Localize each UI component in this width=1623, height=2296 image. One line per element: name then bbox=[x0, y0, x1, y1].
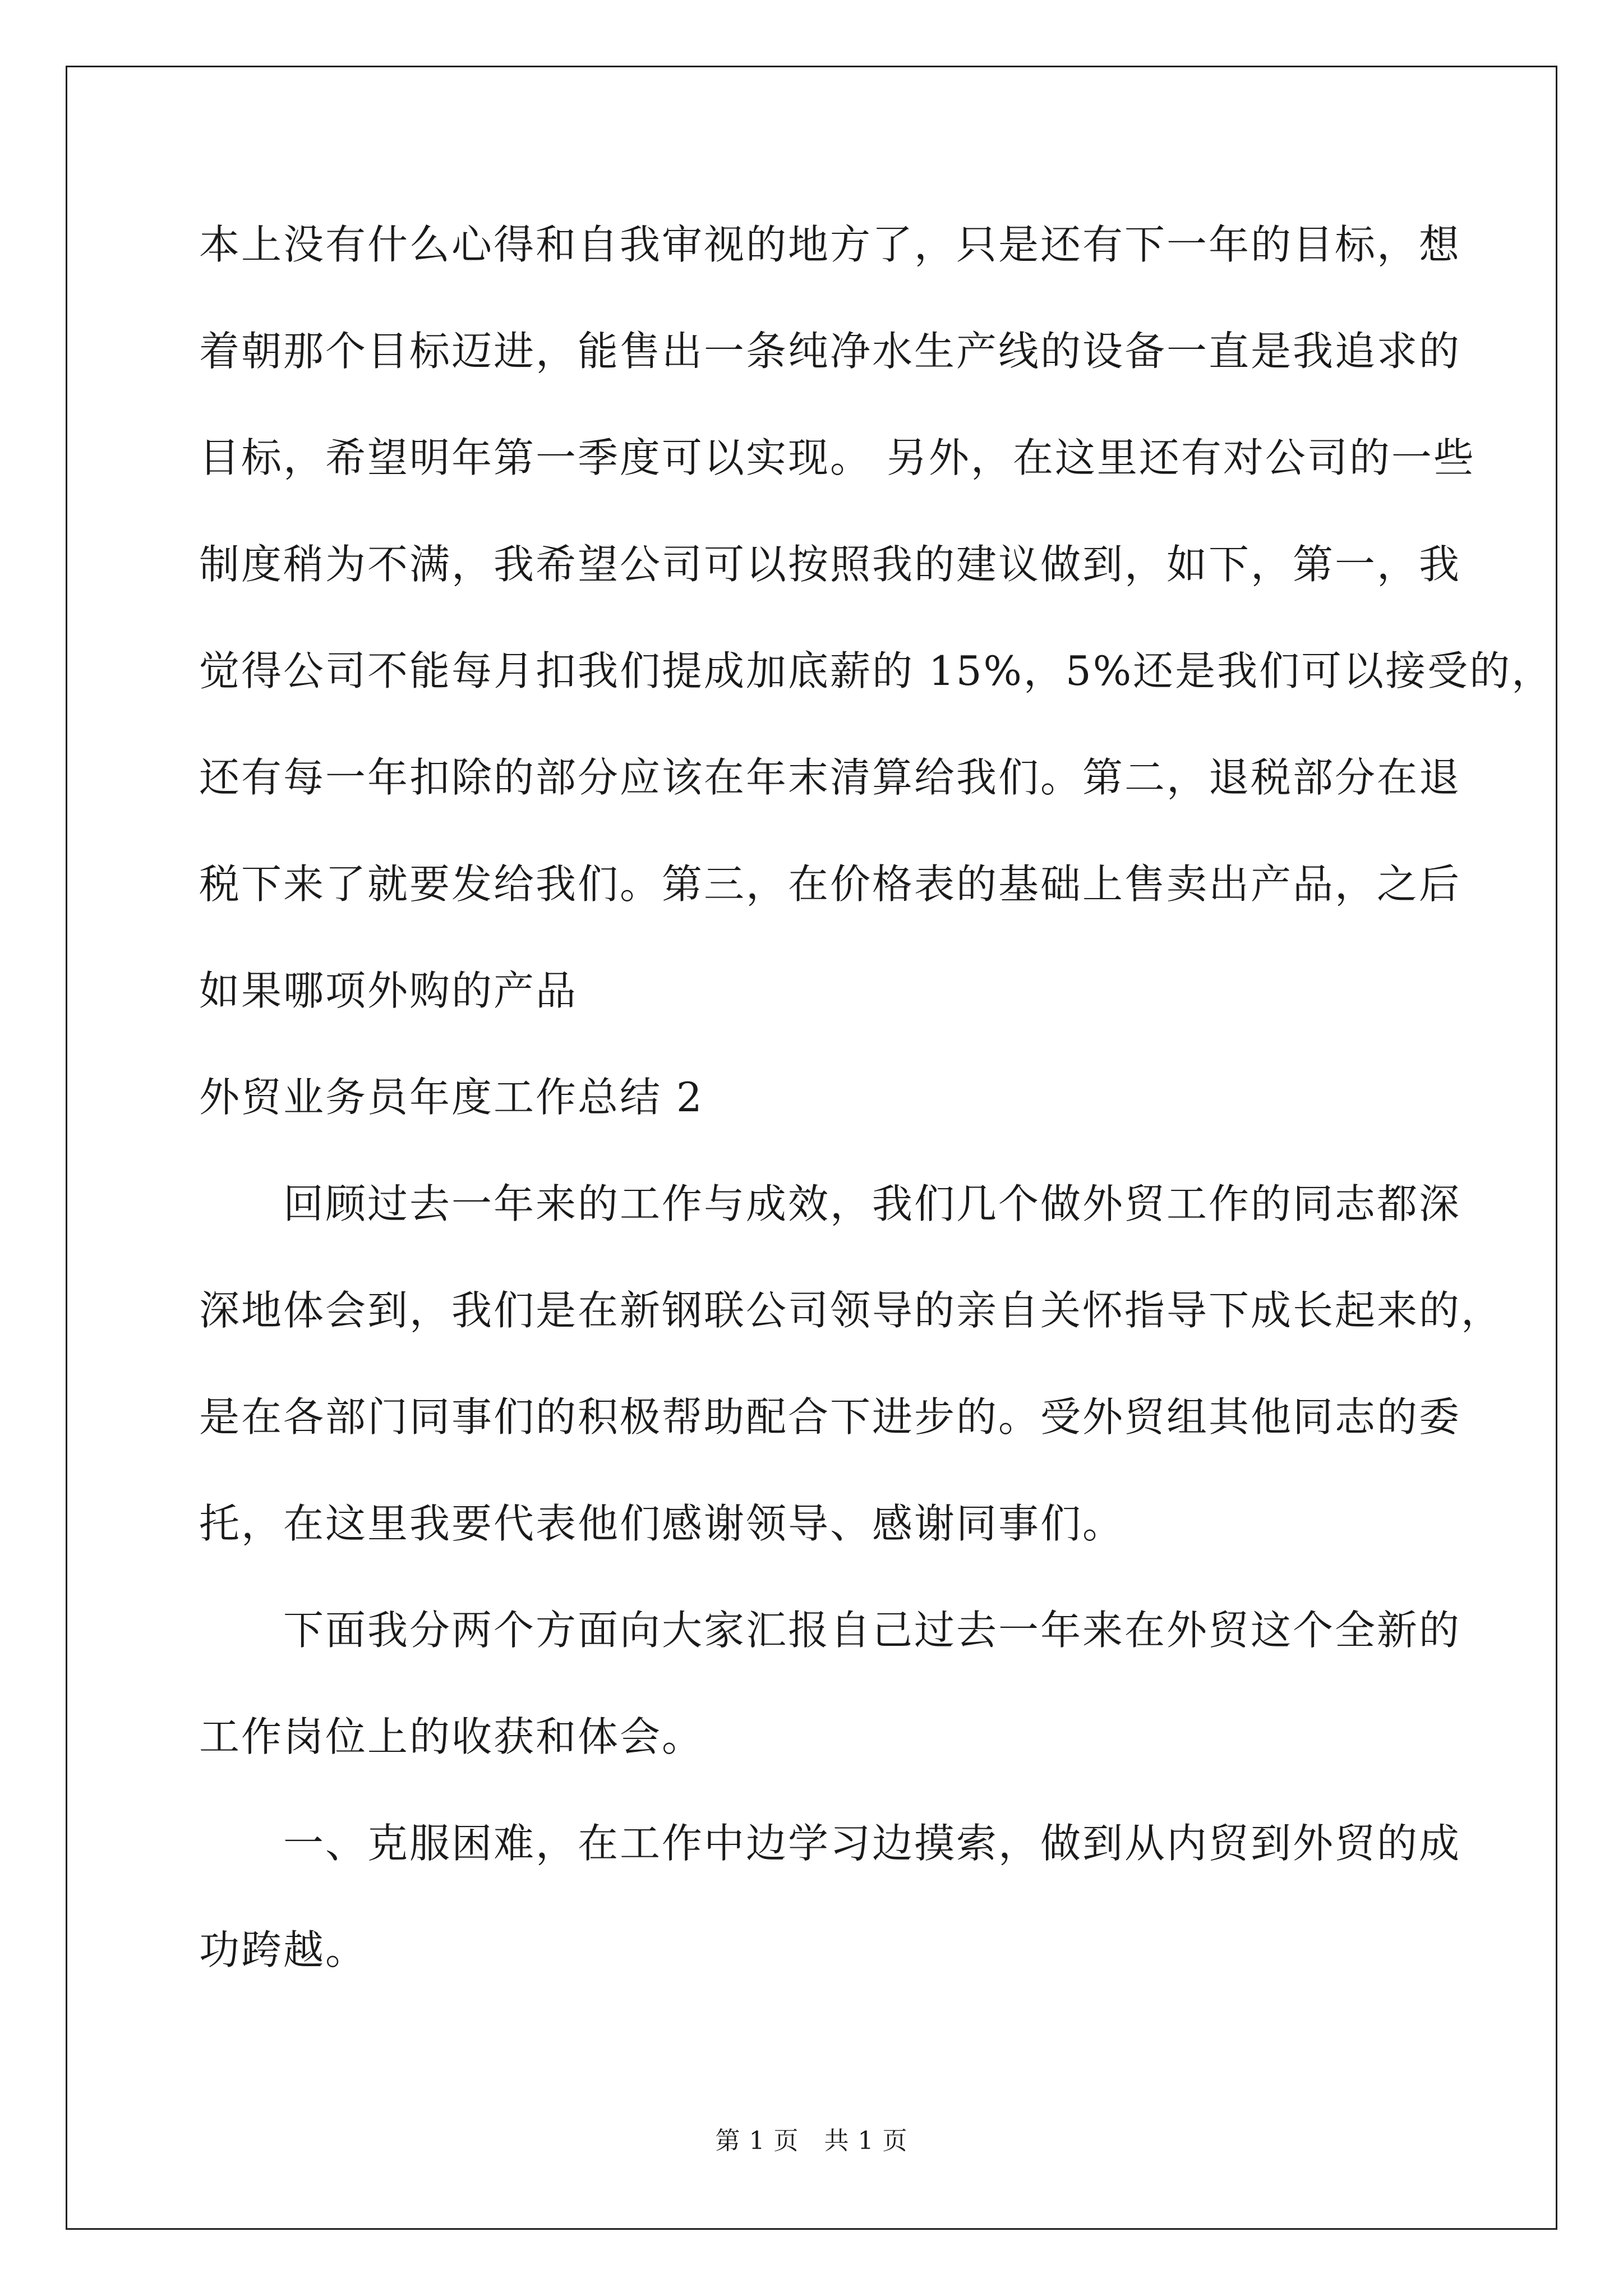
body-text-line: 本上没有什么心得和自我审视的地方了，只是还有下一年的目标，想 bbox=[199, 221, 1461, 268]
body-text-line: 一、克服困难，在工作中边学习边摸索，做到从内贸到外贸的成 bbox=[199, 1820, 1461, 1867]
body-text-line: 如果哪项外购的产品 bbox=[199, 967, 578, 1014]
section-heading: 外贸业务员年度工作总结 2 bbox=[199, 1074, 704, 1121]
body-text-line: 功跨越。 bbox=[199, 1926, 368, 1973]
body-text-line: 工作岗位上的收获和体会。 bbox=[199, 1713, 704, 1760]
page-number-footer: 第 1 页 共 1 页 bbox=[715, 2127, 908, 2155]
body-text-line: 深地体会到，我们是在新钢联公司领导的亲自关怀指导下成长起来的， bbox=[199, 1287, 1504, 1334]
body-text-line: 是在各部门同事们的积极帮助配合下进步的。受外贸组其他同志的委 bbox=[199, 1393, 1461, 1441]
body-text-line: 觉得公司不能每月扣我们提成加底薪的 15%，5%还是我们可以接受的， bbox=[199, 647, 1554, 694]
body-text-line: 托，在这里我要代表他们感谢领导、感谢同事们。 bbox=[199, 1500, 1125, 1547]
body-text-line: 目标，希望明年第一季度可以实现。 另外，在这里还有对公司的一些 bbox=[199, 434, 1476, 481]
body-text-line: 回顾过去一年来的工作与成效，我们几个做外贸工作的同志都深 bbox=[199, 1180, 1461, 1227]
body-text-line: 着朝那个目标迈进，能售出一条纯净水生产线的设备一直是我追求的 bbox=[199, 328, 1461, 375]
page-border bbox=[66, 66, 1557, 2230]
body-text-line: 税下来了就要发给我们。第三，在价格表的基础上售卖出产品，之后 bbox=[199, 861, 1461, 908]
body-text-line: 还有每一年扣除的部分应该在年末清算给我们。第二，退税部分在退 bbox=[199, 754, 1461, 801]
body-text-line: 下面我分两个方面向大家汇报自己过去一年来在外贸这个全新的 bbox=[199, 1607, 1461, 1654]
body-text-line: 制度稍为不满，我希望公司可以按照我的建议做到，如下，第一，我 bbox=[199, 541, 1461, 588]
